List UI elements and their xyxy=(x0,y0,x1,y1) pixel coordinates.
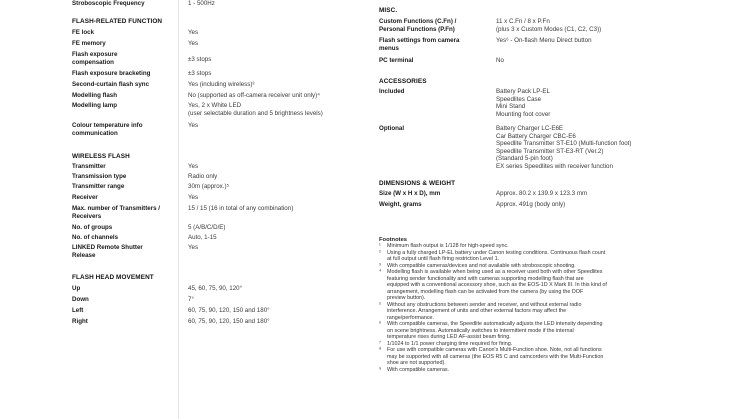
section-heading-accessories: ACCESSORIES xyxy=(379,78,427,85)
spec-label: Receiver xyxy=(72,194,98,201)
footnote-text: With compatible cameras, the Speedlite automatically adjusts the LED intensity depending on scene brightness. Automatically switches to intermittent mode if the internal temperature rises during LED AF-assist beam firing. xyxy=(387,321,603,340)
spec-value: Battery Charger LC-E6E Car Battery Charger CBC-E6 Speedlite Transmitter ST-E10 (Multi-function foot) Speedlite Transmitter ST-E3-RT (Ver.2) (Standard 5-pin foot) EX series Speedlites with receiver function xyxy=(496,125,632,170)
spec-label: Up xyxy=(72,285,81,292)
spec-value: Yes xyxy=(188,244,199,251)
spec-label: Weight, grams xyxy=(379,201,422,208)
spec-value: Yes xyxy=(188,29,199,36)
spec-value: 45, 60, 75, 90, 120° xyxy=(188,285,243,292)
footnote-text: For use with compatible cameras with Canon's Multi-Function shoe. Note, not all functions may be supported with all cameras (the EOS R5 C and camcorders with the Multi-Function shoe are not supported). xyxy=(387,347,604,366)
footnote-marker: ⁴ xyxy=(379,269,382,275)
spec-value: Auto, 1-15 xyxy=(188,234,217,241)
footnote-text: Modelling flash is available when being used as a receiver used both with other Speedlites featuring sender functionality and with cameras supporting modelling flash that are equipped with a conventional accessory shoe, such as the EOS-1D X Mark III. In this kind of arrangement, modelling flash can be activated from the camera (by using the DOF preview button). xyxy=(387,269,607,301)
spec-value: 11 x C.Fn / 8 x P.Fn (plus 3 x Custom Modes (C1, C2, C3)) xyxy=(496,18,602,33)
spec-value: Battery Pack LP-EL Speedlites Case Mini Stand Mounting foot cover xyxy=(496,88,551,118)
footnote-marker: ⁸ xyxy=(379,347,382,353)
spec-label: No. of groups xyxy=(72,224,113,231)
footnote-marker: ⁶ xyxy=(379,321,382,327)
footnote-text: 1/1024 to 1/1 power charging time required for firing. xyxy=(387,340,513,347)
footnote-marker: ² xyxy=(379,249,381,256)
spec-value: 5 (A/B/C/D/E) xyxy=(188,224,226,231)
footnote-marker: ⁹ xyxy=(379,366,382,373)
spec-value: 60, 75, 90, 120, 150 and 180° xyxy=(188,318,270,325)
spec-label: Modelling flash xyxy=(72,92,118,99)
spec-value: Yes (including wireless)³ xyxy=(188,81,255,88)
spec-label: Transmission type xyxy=(72,173,127,180)
footnote-marker: ³ xyxy=(379,262,381,269)
spec-value: Yes⁶ - On-flash Menu Direct button xyxy=(496,37,592,44)
spec-label: Included xyxy=(379,88,405,95)
spec-label: Transmitter range xyxy=(72,183,125,190)
spec-value: 15 / 15 (16 in total of any combination) xyxy=(188,205,294,212)
spec-label: Optional xyxy=(379,125,405,132)
spec-value: 7° xyxy=(188,296,194,303)
spec-label: Flash exposure compensation xyxy=(72,51,118,66)
spec-label: PC terminal xyxy=(379,57,414,64)
spec-value: Yes xyxy=(188,122,199,129)
spec-label: Flash exposure bracketing xyxy=(72,70,151,77)
spec-value: Yes xyxy=(188,40,199,47)
spec-label: Second-curtain flash sync xyxy=(72,81,150,88)
spec-label: Right xyxy=(72,318,88,325)
spec-value: Approx. 491g (body only) xyxy=(496,201,566,208)
spec-label: Down xyxy=(72,296,89,303)
footnotes-title: Footnotes xyxy=(379,237,408,243)
spec-value: Yes xyxy=(188,194,199,201)
spec-value: ±3 stops xyxy=(188,70,212,77)
section-heading-misc: MISC. xyxy=(379,7,398,14)
footnote-text: With compatible cameras. xyxy=(387,366,450,373)
spec-value: Approx. 80.2 x 139.9 x 123.3 mm xyxy=(496,190,588,197)
footnotes-block xyxy=(379,237,739,373)
footnote-text: Minimum flash output is 1/128 for high-speed sync. xyxy=(387,243,509,249)
section-heading-flash-related: FLASH-RELATED FUNCTION xyxy=(72,18,163,25)
footnote-item xyxy=(379,347,739,367)
spec-value: ±3 stops xyxy=(188,56,212,63)
spec-value: Yes, 2 x White LED (user selectable duration and 5 brightness levels) xyxy=(188,102,323,117)
spec-label: No. of channels xyxy=(72,234,119,241)
spec-label: FE memory xyxy=(72,40,106,47)
spec-label: Stroboscopic Frequency xyxy=(72,0,145,7)
section-heading-dimensions: DIMENSIONS & WEIGHT xyxy=(379,180,456,187)
spec-label: Size (W x H x D), mm xyxy=(379,190,441,197)
spec-value: 30m (approx.)⁵ xyxy=(188,183,230,190)
footnote-marker: ⁵ xyxy=(379,301,382,308)
spec-value: Yes xyxy=(188,163,199,170)
spec-label: Max. number of Transmitters / Receivers xyxy=(72,205,161,220)
footnote-marker: ¹ xyxy=(379,243,381,249)
section-heading-wireless: WIRELESS FLASH xyxy=(72,153,130,160)
spec-label: Modelling lamp xyxy=(72,102,118,109)
spec-value: No (supported as off-camera receiver unit only)⁴ xyxy=(188,92,320,99)
spec-label: Left xyxy=(72,307,84,314)
footnote-text: With compatible cameras/devices and not available with stroboscopic shooting. xyxy=(387,262,576,269)
spec-value: No xyxy=(496,57,504,64)
footnote-item xyxy=(379,269,739,302)
spec-label: LINKED Remote Shutter Release xyxy=(72,244,143,259)
spec-label: Flash settings from camera menus xyxy=(379,37,460,52)
spec-value: 1 - 500Hz xyxy=(188,0,215,7)
spec-label: Colour temperature info communication xyxy=(72,122,143,137)
spec-value: Radio only xyxy=(188,173,218,180)
footnote-item xyxy=(379,367,739,374)
section-heading-head-movement: FLASH HEAD MOVEMENT xyxy=(72,274,154,281)
footnote-item xyxy=(379,250,739,263)
footnote-text: Without any obstructions between sender and receiver, and without external radio interference. Arrangement of units and other external factors may affect the range/performance. xyxy=(387,301,582,321)
footnote-text: Using a fully charged LP-EL battery under Canon testing conditions. Continuous flash count at full output until flash firing restriction Level 1. xyxy=(387,249,606,262)
spec-value: 60, 75, 90, 120, 150 and 180° xyxy=(188,307,270,314)
footnote-item xyxy=(379,302,739,322)
spec-label: Transmitter xyxy=(72,163,106,170)
footnote-item xyxy=(379,321,739,341)
spec-label: FE lock xyxy=(72,29,95,36)
spec-label: Custom Functions (C.Fn) / Personal Functions (P.Fn) xyxy=(379,18,457,33)
footnote-marker: ⁷ xyxy=(379,340,381,347)
